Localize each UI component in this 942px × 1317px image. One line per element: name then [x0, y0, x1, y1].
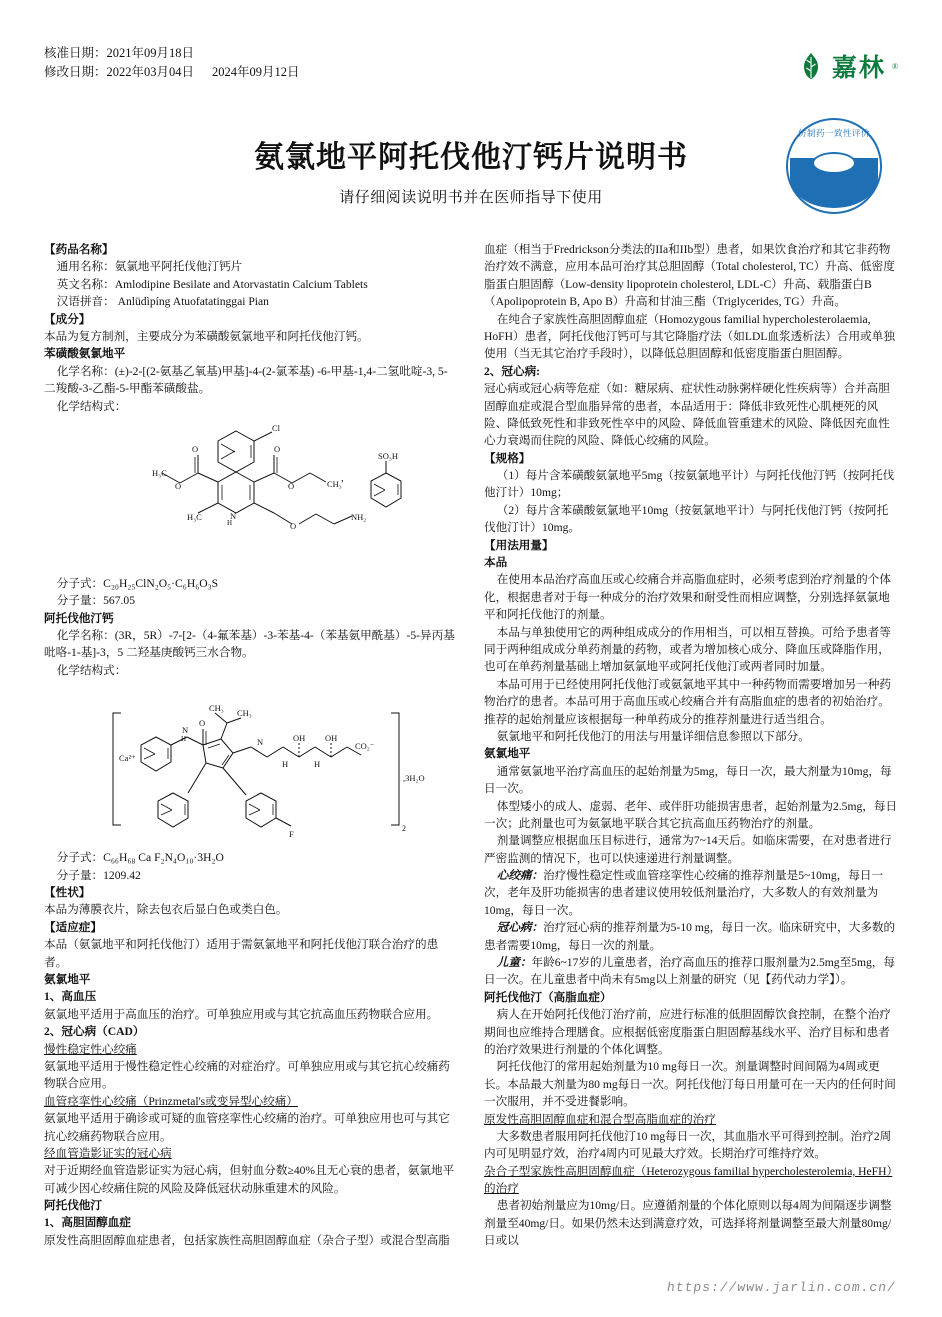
svg-text:SO₃H: SO₃H — [378, 450, 398, 461]
revision-date-label: 修改日期： — [44, 65, 107, 80]
svg-text:CH₃: CH₃ — [237, 708, 252, 719]
dosage-atorvastatin-heading: 阿托伐他汀（高脂血症） — [484, 990, 612, 1004]
amlodipine-chem-value: (±)-2-[(2-氨基乙氧基)甲基]-4-(2-氯苯基) -6-甲基-1,4-二氢吡啶-3, 5-二羧酸-3-乙酯-5-甲酯苯磺酸盐。 — [44, 364, 448, 396]
dosage-cad — [484, 919, 898, 954]
indication-amlodipine-heading: 氨氯地平 — [44, 972, 91, 986]
amlodipine-structure-label: 化学结构式： — [56, 399, 127, 413]
amlodipine-chemical-name — [44, 363, 458, 398]
title-section — [44, 128, 898, 207]
dosage-amlodipine-p3: 剂量调整应根据血压目标进行，通常为7~14天后。如临床需要，在对患者进行严密监测的情况下，也可以快速递进行剂量调整。 — [484, 834, 892, 865]
approval-date: 核准日期：2021年09月18日 — [44, 46, 195, 60]
svg-text:O: O — [274, 443, 281, 454]
dosage-atorvastatin-sub1: 原发性高胆固醇血症和混合型高脂血症的治疗 — [484, 1112, 716, 1126]
content-columns — [44, 241, 898, 1250]
svg-text:2: 2 — [402, 824, 406, 834]
atorvastatin-heading: 阿托伐他汀钙 — [44, 611, 114, 625]
svg-text:H₃C: H₃C — [187, 511, 202, 522]
svg-text:O: O — [175, 480, 182, 491]
specification-item-2: （2）每片含苯磺酸氨氯地平10mg（按氨氯地平计）与阿托伐他汀钙（按阿托伐他汀计）10mg。 — [484, 503, 889, 535]
date-block — [44, 44, 898, 83]
dosage-atorvastatin-sub2: 杂合子型家族性高胆固醇血症（Heterozygous familial hypercholesterolemia, HeFH）的治疗 — [484, 1164, 893, 1196]
indication-amlodipine-2-sub3-text: 对于近期经血管造影证实为冠心病，但射血分数≥40%且无心衰的患者，氨氯地平可减少因心绞痛住院的风险及降低冠状动脉重建术的风险。 — [44, 1164, 455, 1195]
atorvastatin-structure-diagram — [44, 685, 458, 845]
approval-date-row — [44, 44, 898, 63]
section-drug-name-title: 【药品名称】 — [44, 243, 114, 256]
section-dosage-title: 【用法用量】 — [484, 538, 554, 552]
left-column — [44, 241, 458, 1250]
badge-pill-icon — [812, 152, 856, 174]
leaf-logo-icon — [796, 51, 826, 81]
dosage-children-label: 儿童： — [496, 956, 532, 970]
indication-atorvastatin-heading: 阿托伐他汀 — [44, 1199, 102, 1213]
section-ingredient-title: 【成分】 — [44, 312, 91, 326]
specification-item-1: （1）每片含苯磺酸氨氯地平5mg（按氨氯地平计）与阿托伐他汀钙（按阿托伐他汀计）10mg； — [484, 469, 895, 500]
svg-text:N: N — [257, 737, 264, 748]
amlodipine-structure-diagram — [44, 421, 458, 571]
dosage-angina-text: 治疗慢性稳定性或血管痉挛性心绞痛的推荐剂量是5~10mg，每日一次，老年及肝功能损害的患者建议使用较低剂量治疗，大多数人的有效剂量为10mg，每日一次。 — [484, 869, 884, 917]
svg-text:N: N — [230, 510, 237, 521]
svg-text:H: H — [314, 759, 321, 770]
dosage-amlodipine-p1: 通常氨氯地平治疗高血压的起始剂量为5mg，每日一次，最大剂量为10mg，每日一次。 — [484, 764, 892, 796]
svg-text:O: O — [199, 718, 206, 729]
svg-text:CO₂⁻: CO₂⁻ — [355, 741, 375, 752]
right-paragraph-1: 血症（相当于Fredrickson分类法的IIa和IIb型）患者，如果饮食治疗和其它非药物治疗效不满意，应用本品可治疗其总胆固醇（Total cholesterol, TC）升高、低密度脂蛋白胆固醇（Low-density lipoprotein cholesterol, LDL-C）升高、载脂蛋白B（Apolipoprotein B, Apo B）升高和甘油三酯（Triglycerides, TG）升高。 — [484, 243, 895, 309]
dosage-cad-label: 冠心病： — [496, 921, 544, 935]
website-watermark: https://www.jarlin.com.cn/ — [666, 1280, 898, 1295]
dosage-amlodipine-p2: 体型矮小的成人、虚弱、老年、或伴肝功能损害患者，起始剂量为2.5mg，每日一次；此剂量也可为氨氯地平联合其它抗高血压药物治疗的剂量。 — [484, 799, 898, 830]
svg-text:CH₃: CH₃ — [327, 478, 342, 489]
revision-date-1: 2022年03月04日 — [106, 65, 195, 80]
revision-date-2: 2024年09月12日 — [212, 65, 300, 80]
right-column — [484, 241, 898, 1250]
dosage-angina — [484, 867, 898, 919]
page-title: 氨氯地平阿托伐他汀钙片说明书 — [254, 141, 688, 174]
svg-text:F: F — [289, 829, 294, 840]
atorvastatin-molecular-weight: 分子量：1209.42 — [56, 868, 141, 882]
svg-text:OH: OH — [293, 733, 306, 744]
svg-text:H: H — [181, 735, 187, 744]
atorvastatin-chemical-name — [44, 627, 458, 662]
atorvastatin-structure-label: 化学结构式： — [56, 663, 127, 677]
atorvastatin-chem-value: (3R，5R）-7-[2-（4-氟苯基）-3-苯基-4-（苯基氨甲酰基）-5-异丙基吡咯-1-基]-3，5 二羟基庚酸钙三水合物。 — [44, 629, 455, 660]
svg-text:N: N — [182, 725, 189, 736]
cad-heading: 2、冠心病: — [484, 364, 541, 378]
property-paragraph: 本品为薄膜衣片，除去包衣后显白色或类白色。 — [44, 903, 288, 917]
section-property-title: 【性状】 — [44, 886, 91, 900]
badge-top-text: 仿制药一致性评价 — [797, 128, 870, 138]
section-specification-title: 【规格】 — [484, 451, 531, 465]
indication-amlodipine-1-text: 氨氯地平适用于高血压的治疗。可单独应用或与其它抗高血压药物联合应用。 — [44, 1007, 439, 1021]
pinyin-name: 汉语拼音： Anlüdìpíng Atuofatatinggai Pian — [56, 295, 269, 309]
amlodipine-heading: 苯磺酸氨氯地平 — [44, 347, 126, 361]
indication-atorvastatin-1: 1、高胆固醇血症 — [44, 1216, 131, 1230]
atorvastatin-molecular-formula: 分子式：C₆₆H₆₈ Ca F₂N₄O₁₀·3H₂O — [56, 851, 224, 865]
page-header — [44, 44, 898, 106]
amlodipine-molecular-weight: 分子量：567.05 — [56, 594, 136, 608]
dosage-amlodipine-heading: 氨氯地平 — [484, 747, 531, 761]
company-logo — [796, 48, 898, 84]
logo-text: 嘉林 — [831, 55, 886, 82]
svg-text:O: O — [192, 443, 199, 454]
indication-amlodipine-2-sub1: 慢性稳定性心绞痛 — [44, 1042, 137, 1056]
indication-amlodipine-2: 2、冠心病（CAD） — [44, 1025, 145, 1039]
dosage-paragraph-4: 氨氯地平和阿托伐他汀的用法与用量详细信息参照以下部分。 — [496, 729, 810, 743]
generic-name: 通用名称：氨氯地平阿托伐他汀钙片 — [56, 260, 243, 274]
svg-text:O: O — [290, 520, 297, 531]
revision-date-row — [44, 63, 898, 82]
logo-registered-mark: ® — [891, 61, 898, 71]
dosage-angina-label: 心绞痛： — [496, 869, 544, 883]
svg-text:Ca²⁺: Ca²⁺ — [119, 753, 136, 764]
indication-paragraph: 本品（氨氯地平和阿托伐他汀）适用于需氨氯地平和阿托伐他汀联合治疗的患者。 — [44, 938, 439, 969]
dosage-product-heading: 本品 — [484, 556, 508, 570]
dosage-atorvastatin-sub2-text: 患者初始剂量应为10mg/日。应遵循剂量的个体化原则以每4周为间隔逐步调整剂量至40mg/日。如果仍然未达到满意疗效，可选择将剂量调整至最大剂量80mg/日或以 — [484, 1199, 892, 1248]
svg-text:NH₂: NH₂ — [351, 511, 367, 522]
english-name: 英文名称：Amlodipine Besilate and Atorvastatin Calcium Tablets — [56, 277, 368, 291]
ingredient-paragraph: 本品为复方制剂，主要成分为苯磺酸氨氯地平和阿托伐他汀钙。 — [44, 329, 369, 343]
dosage-paragraph-2: 本品与单独使用它的两种组成成分的作用相当，可以相互替换。可给予患者等同于两种组成成分单药剂量的药物，或者为增加核心成分、降血压或降脂作用，也可在单药剂量基础上增加氨氯地平或阿托伐他汀或两者同时加量。 — [484, 625, 891, 674]
dosage-cad-text: 治疗冠心病的推荐剂量为5-10 mg，每日一次。临床研究中，大多数的患者需要10mg，每日一次的剂量。 — [484, 921, 896, 952]
dosage-atorvastatin-sub1-text: 大多数患者服用阿托伐他汀10 mg每日一次，其血脂水平可得到控制。治疗2周内可见明显疗效，治疗4周内可见最大疗效。长期治疗可维持疗效。 — [484, 1129, 892, 1161]
svg-text:,: , — [341, 471, 344, 484]
svg-text:H₃C: H₃C — [152, 467, 167, 478]
indication-amlodipine-1: 1、高血压 — [44, 990, 97, 1004]
amlodipine-molecular-formula: 分子式：C₂₀H₂₅ClN₂O₅·C₆H₆O₃S — [56, 576, 219, 590]
right-paragraph-2: 在纯合子家族性高胆固醇血症（Homozygous familial hypercholesterolaemia, HoFH）患者，阿托伐他汀钙可与其它降脂疗法（如LDL血浆透析法）合用或单独使用（当无其它治疗手段时），以降低总胆固醇和低密度脂蛋白胆固醇。 — [484, 312, 895, 361]
dosage-paragraph-3: 本品可用于已经使用阿托伐他汀或氨氯地平其中一种药物而需要增加另一种药物治疗的患者。本品可用于高血压或心绞痛合并有高脂血症的患者的初始治疗。推荐的起始剂量应该根据每一种单药成分的推荐剂量进行适当组合。 — [484, 677, 891, 726]
indication-amlodipine-2-sub2: 血管痉挛性心绞痛（Prinzmetal's或变异型心绞痛） — [44, 1094, 298, 1108]
dosage-atorvastatin-p1: 病人在开始阿托伐他汀治疗前，应进行标准的低胆固醇饮食控制，在整个治疗期间也应维持合理膳食。应根据低密度脂蛋白胆固醇基线水平、治疗目标和患者的治疗效果进行剂量的个体化调整。 — [484, 1008, 891, 1056]
indication-amlodipine-2-sub3: 经血管造影证实的冠心病 — [44, 1146, 172, 1160]
dosage-children — [484, 954, 898, 989]
svg-text:Cl: Cl — [272, 422, 281, 433]
indication-amlodipine-2-sub1-text: 氨氯地平适用于慢性稳定性心绞痛的对症治疗。可单独应用或与其它抗心绞痛药物联合应用。 — [44, 1059, 450, 1091]
svg-text:H: H — [282, 759, 289, 770]
consistency-evaluation-badge — [786, 118, 882, 214]
cad-paragraph: 冠心病或冠心病等危症（如：糖尿病、症状性动脉粥样硬化性疾病等）合并高胆固醇血症或混合型血脂异常的患者，本品适用于：降低非致死性心肌梗死的风险、降低致死性和非致死性卒中的风险、降低血管重建术的风险、降低因充血性心力衰竭而住院的风险、降低心绞痛的风险。 — [484, 382, 890, 448]
indication-amlodipine-2-sub2-text: 氨氯地平适用于确诊或可疑的血管痉挛性心绞痛的治疗。可单独应用也可与其它抗心绞痛药物联合应用。 — [44, 1112, 450, 1143]
svg-text:,3H₂O: ,3H₂O — [403, 773, 425, 784]
svg-text:OH: OH — [325, 733, 338, 744]
svg-text:O: O — [288, 480, 295, 491]
atorvastatin-chem-label: 化学名称： — [56, 629, 115, 643]
page-subtitle: 请仔细阅读说明书并在医师指导下使用 — [339, 190, 603, 206]
svg-text:CH₃: CH₃ — [209, 703, 224, 714]
section-indication-title: 【适应症】 — [44, 920, 102, 934]
dosage-paragraph-1: 在使用本品治疗高血压或心绞痛合并高脂血症时，必须考虑到治疗剂量的个体化，根据患者对于每一种成分的治疗效果和耐受性而相应调整，分别选择氨氯地平和阿托伐他汀的剂量。 — [484, 573, 891, 622]
dosage-children-text: 年龄6~17岁的儿童患者，治疗高血压的推荐口服剂量为2.5mg至5mg，每日一次。在儿童患者中尚未有5mg以上剂量的研究（见【药代动力学】）。 — [484, 956, 895, 987]
amlodipine-chem-label: 化学名称： — [56, 364, 115, 378]
indication-atorvastatin-1-text: 原发性高胆固醇血症患者，包括家族性高胆固醇血症（杂合子型）或混合型高脂 — [44, 1233, 450, 1247]
svg-text:H: H — [227, 518, 233, 527]
dosage-atorvastatin-p2: 阿托伐他汀的常用起始剂量为10 mg每日一次。剂量调整时间间隔为4周或更长。本品最大剂量为80 mg每日一次。阿托伐他汀每日用量可在一天内的任何时间一次服用，并不受进餐影响。 — [484, 1060, 896, 1109]
